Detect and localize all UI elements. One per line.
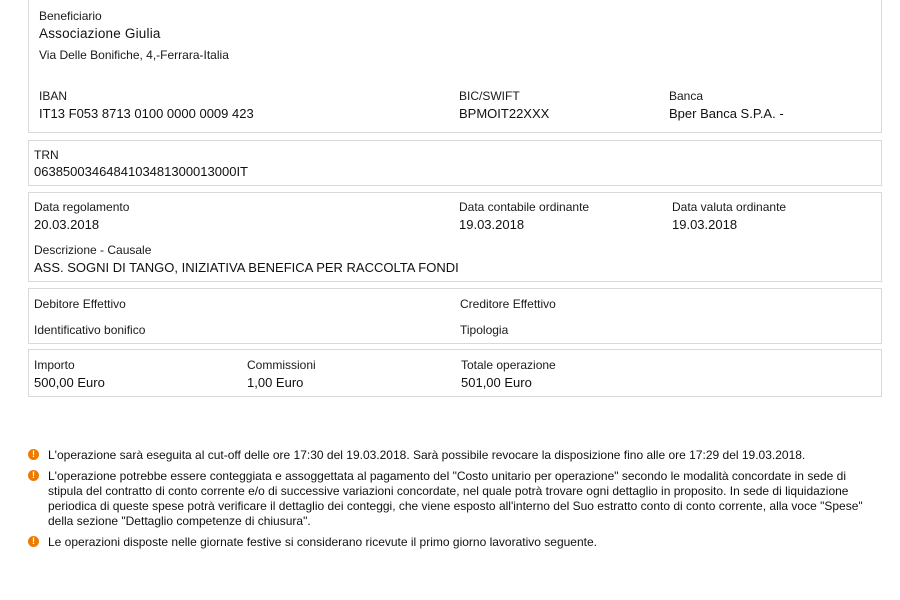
amount-label: Importo <box>34 358 75 372</box>
description-label: Descrizione - Causale <box>34 243 152 257</box>
iban-label: IBAN <box>39 89 68 103</box>
booking-date-value: 19.03.2018 <box>459 217 525 232</box>
trn-label: TRN <box>34 148 59 162</box>
notes-list <box>28 448 873 556</box>
fees-label: Commissioni <box>247 358 316 372</box>
beneficiary-section <box>28 0 882 133</box>
note-item <box>28 448 873 463</box>
iban-value: IT13 F053 8713 0100 0000 0009 423 <box>39 106 254 121</box>
note-text: Le operazioni disposte nelle giornate festive si considerano ricevute il primo giorno lavorativo seguente. <box>48 535 597 549</box>
fees-value: 1,00 Euro <box>247 375 304 390</box>
dates-section <box>28 192 882 282</box>
amounts-section <box>28 349 882 397</box>
trn-section <box>28 140 882 186</box>
trn-value: 0638500346484103481300013000IT <box>34 164 248 179</box>
amount-value: 500,00 Euro <box>34 375 105 390</box>
settlement-date-label: Data regolamento <box>34 200 130 214</box>
beneficiary-name: Associazione Giulia <box>39 26 161 41</box>
note-item <box>28 535 873 550</box>
warning-icon: ! <box>28 449 39 460</box>
transfer-id-label: Identificativo bonifico <box>34 323 146 337</box>
warning-icon: ! <box>28 470 39 481</box>
note-item <box>28 469 873 529</box>
note-text: L'operazione sarà eseguita al cut-off delle ore 17:30 del 19.03.2018. Sarà possibile revocare la disposizione fino alle ore 17:29 del 19.03.2018. <box>48 448 806 462</box>
debtor-label: Debitore Effettivo <box>34 297 126 311</box>
booking-date-label: Data contabile ordinante <box>459 200 590 214</box>
description-value: ASS. SOGNI DI TANGO, INIZIATIVA BENEFICA PER RACCOLTA FONDI <box>34 260 459 275</box>
type-label: Tipologia <box>460 323 509 337</box>
note-text: L'operazione potrebbe essere conteggiata e assoggettata al pagamento del "Costo unitario per operazione" secondo le modalità concordate in sede di stipula del contratto di conto corrente e/o di successive variazioni concordate, nel quale potrà trovare ogni dettaglio in proposito. In sede di liquidazione periodica di queste spese potrà verificare il dettaglio dei conteggi, che viene esposto all'interno del Suo estratto conto di conto corrente, alla voce "Spese" della sezione "Dettaglio competenze di chiusura". <box>48 469 863 528</box>
total-value: 501,00 Euro <box>461 375 532 390</box>
bank-label: Banca <box>669 89 704 103</box>
value-date-label: Data valuta ordinante <box>672 200 787 214</box>
parties-section <box>28 288 882 344</box>
settlement-date-value: 20.03.2018 <box>34 217 100 232</box>
warning-icon: ! <box>28 536 39 547</box>
creditor-label: Creditore Effettivo <box>460 297 556 311</box>
bic-label: BIC/SWIFT <box>459 89 520 103</box>
bic-value: BPMOIT22XXX <box>459 106 550 121</box>
total-label: Totale operazione <box>461 358 556 372</box>
beneficiary-address: Via Delle Bonifiche, 4,-Ferrara-Italia <box>39 48 229 62</box>
beneficiary-label: Beneficiario <box>39 9 102 23</box>
bank-value: Bper Banca S.P.A. - <box>669 106 784 121</box>
value-date-value: 19.03.2018 <box>672 217 738 232</box>
